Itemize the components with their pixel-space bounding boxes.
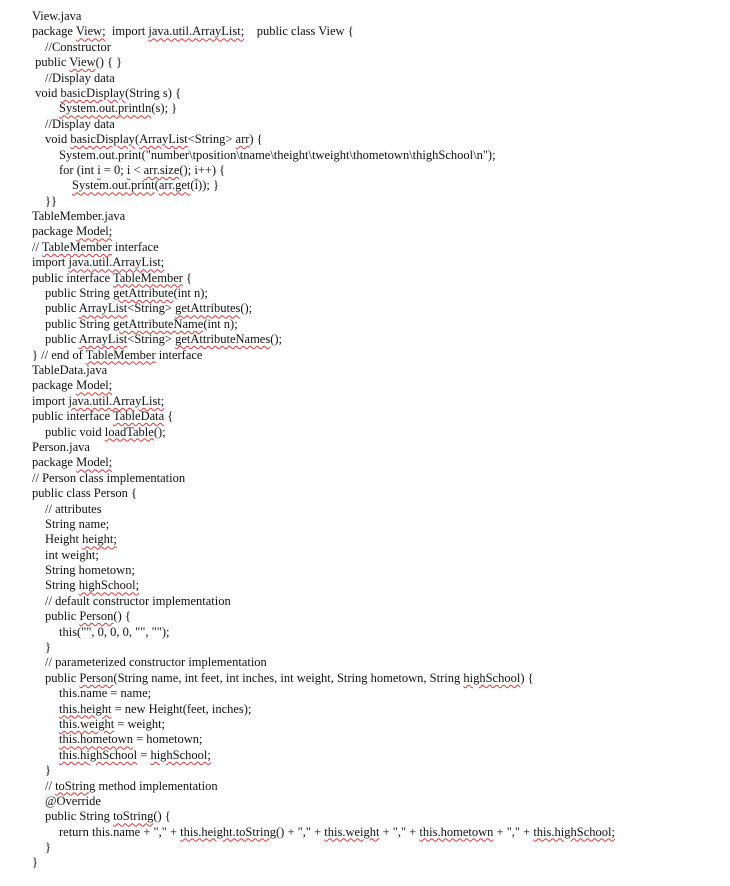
code-text: { (164, 409, 174, 424)
code-text: (s); } (151, 101, 178, 116)
code-line (32, 117, 722, 132)
spellcheck-flagged-text: TableData (112, 409, 165, 424)
code-line (32, 194, 722, 209)
spellcheck-flagged-text: basicDisplay (70, 132, 135, 147)
code-text: + "," + (493, 824, 534, 839)
code-text: + "," + (379, 824, 420, 839)
code-text: } (32, 855, 38, 870)
code-line (32, 625, 722, 640)
code-line (32, 455, 722, 470)
code-text: (i)); } (190, 178, 219, 193)
code-line (32, 825, 722, 840)
code-text: ) { (520, 670, 534, 685)
code-line (32, 271, 722, 286)
code-line (32, 163, 722, 178)
code-text: (String name, int feet, int inches, int weight, String hometown, String (113, 670, 464, 685)
code-text: <String> (187, 132, 236, 147)
code-line (32, 317, 722, 332)
code-line (32, 255, 722, 270)
code-text: < (130, 162, 144, 177)
code-text: // (45, 778, 56, 793)
code-line (32, 132, 722, 147)
code-line (32, 332, 722, 347)
code-text: @Override (45, 793, 101, 808)
code-text: <String> (127, 301, 176, 316)
spellcheck-flagged-text: highSchool (463, 670, 521, 685)
code-line (32, 794, 722, 809)
code-line (32, 840, 722, 855)
code-text: View.java (32, 9, 82, 23)
code-line (32, 686, 722, 701)
spellcheck-flagged-text: TableMember (85, 347, 156, 362)
code-text: //Display data (45, 70, 115, 85)
spellcheck-flagged-text: this.highSchool (59, 747, 138, 762)
code-line (32, 486, 722, 501)
code-text: int weight; (45, 547, 99, 562)
code-text: public (45, 332, 79, 347)
code-line (32, 209, 722, 224)
code-line (32, 640, 722, 655)
spellcheck-flagged-text: TableMember (41, 239, 112, 254)
code-text: TableData.java (32, 362, 108, 377)
code-line (32, 24, 722, 39)
code-text: public (32, 55, 70, 70)
code-text: Height (45, 532, 83, 547)
code-line (32, 425, 722, 440)
spellcheck-flagged-text: TableMember (112, 270, 183, 285)
spellcheck-flagged-text: getAttributeName (113, 316, 204, 331)
code-text: (); (179, 162, 195, 177)
spellcheck-flagged-text: View (69, 55, 96, 70)
spellcheck-flagged-text: i (194, 162, 198, 177)
code-text: public (45, 670, 80, 685)
code-line (32, 440, 722, 455)
code-text: Person.java (32, 439, 90, 454)
code-line (32, 517, 722, 532)
spellcheck-flagged-text: this.weight (324, 824, 380, 839)
spellcheck-flagged-text: arr.get (158, 178, 191, 193)
code-line (32, 717, 722, 732)
code-text: public interface (32, 409, 113, 424)
code-line (32, 809, 722, 824)
spellcheck-flagged-text: getAttributeNames (175, 332, 271, 347)
code-line (32, 363, 722, 378)
spellcheck-flagged-text: arr.size (143, 162, 180, 177)
code-line (32, 9, 722, 24)
code-text: // default constructor implementation (45, 593, 231, 608)
code-text: //Display data (45, 116, 115, 131)
code-line (32, 763, 722, 778)
code-text: (); (240, 301, 253, 316)
code-text: for (int (59, 162, 98, 177)
code-text: void (45, 132, 71, 147)
code-line (32, 548, 722, 563)
code-line (32, 502, 722, 517)
spellcheck-flagged-text: Model; (76, 224, 113, 239)
code-text: = new Height(feet, inches); (111, 701, 252, 716)
code-text: } (45, 640, 51, 655)
spellcheck-flagged-text: loadTable (104, 424, 154, 439)
code-text: ++) { (197, 162, 226, 177)
spellcheck-flagged-text: getAttributes (175, 301, 241, 316)
code-text: // (32, 239, 42, 254)
code-text: public class View { (244, 24, 354, 39)
code-text: import (32, 393, 69, 408)
code-text: { (182, 270, 193, 285)
code-line (32, 748, 722, 763)
code-text: } (45, 840, 51, 855)
spellcheck-flagged-text: i (126, 162, 131, 177)
code-line (32, 40, 722, 55)
spellcheck-flagged-text: getAttribute (113, 286, 174, 301)
code-text: public interface (32, 270, 113, 285)
code-text: () { (113, 609, 131, 624)
code-text: import (32, 255, 69, 270)
spellcheck-flagged-text: height; (82, 532, 117, 547)
code-text: (String s) { (125, 85, 182, 100)
spellcheck-flagged-text: java.util.ArrayList; (68, 255, 165, 270)
code-line (32, 378, 722, 393)
spellcheck-flagged-text: ArrayList (78, 332, 128, 347)
code-line (32, 178, 722, 193)
code-text: TableMember.java (32, 209, 126, 224)
code-text: = weight; (114, 716, 166, 731)
code-line (32, 101, 722, 116)
code-text: package (32, 378, 77, 393)
spellcheck-flagged-text: Model; (76, 455, 113, 470)
code-line (32, 855, 722, 870)
code-line (32, 240, 722, 255)
code-line (32, 224, 722, 239)
spellcheck-flagged-text: this.hometown (59, 732, 133, 747)
spellcheck-flagged-text: System.out.println (59, 101, 152, 116)
code-text: <String> (127, 332, 176, 347)
code-text: package (32, 24, 76, 39)
code-line (32, 702, 722, 717)
code-text: String hometown; (45, 563, 135, 578)
code-text: = 0; (100, 162, 127, 177)
spellcheck-flagged-text: this.weight (59, 716, 115, 731)
code-text: = hometown; (132, 732, 203, 747)
spellcheck-flagged-text: Person (79, 609, 114, 624)
spellcheck-flagged-text: highSchool; (78, 578, 140, 593)
code-text: method implementation (95, 778, 218, 793)
code-line (32, 655, 722, 670)
code-line (32, 394, 722, 409)
spellcheck-flagged-text: arr (235, 132, 250, 147)
code-line (32, 732, 722, 747)
spellcheck-flagged-text: toString (55, 778, 96, 793)
code-line (32, 286, 722, 301)
code-line (32, 578, 722, 593)
code-text: // Person class implementation (32, 470, 186, 485)
code-text: public String (45, 286, 114, 301)
spellcheck-flagged-text: this.height.toString (180, 824, 276, 839)
code-text: //Constructor (45, 39, 111, 54)
code-text: = (137, 747, 151, 762)
code-text: (int n); (173, 286, 208, 301)
code-text: package (32, 455, 77, 470)
code-text: String name; (45, 516, 110, 531)
spellcheck-flagged-text: Person (79, 670, 114, 685)
code-text: // parameterized constructor implementation (45, 655, 267, 670)
code-text: public String (45, 316, 114, 331)
code-line (32, 563, 722, 578)
code-text: package (32, 224, 77, 239)
code-text: () { } (95, 55, 123, 70)
spellcheck-flagged-text: i (97, 162, 101, 177)
spellcheck-flagged-text: View; (75, 24, 106, 39)
code-text: ( (154, 178, 159, 193)
spellcheck-flagged-text: basicDisplay (60, 85, 126, 100)
spellcheck-flagged-text: this.hometown (419, 824, 494, 839)
spellcheck-flagged-text: java.util.ArrayList; (68, 393, 165, 408)
document-body (32, 9, 722, 871)
code-line (32, 532, 722, 547)
code-text: String (45, 578, 79, 593)
code-text: return this.name + "," + (59, 824, 181, 839)
code-line (32, 471, 722, 486)
code-text: public String (45, 809, 114, 824)
code-text: ( (134, 132, 140, 147)
spellcheck-flagged-text: ArrayList (78, 301, 128, 316)
code-text: public (45, 301, 79, 316)
code-text: void (32, 85, 61, 100)
code-text: } (45, 763, 51, 778)
code-text: ) { (249, 132, 263, 147)
code-line (32, 86, 722, 101)
code-text: public void (45, 424, 105, 439)
spellcheck-flagged-text: toString (113, 809, 154, 824)
code-line (32, 301, 722, 316)
spellcheck-flagged-text: highSchool; (150, 747, 211, 762)
code-line (32, 594, 722, 609)
spellcheck-flagged-text: System.out.print (72, 178, 155, 193)
spellcheck-flagged-text: this.highSchool; (533, 824, 615, 839)
spellcheck-flagged-text: Model; (76, 378, 113, 393)
code-line (32, 348, 722, 363)
code-text: (); (153, 424, 166, 439)
code-text: }} (45, 193, 57, 208)
code-line (32, 55, 722, 70)
code-text: import (105, 24, 149, 39)
code-text: public class Person { (32, 486, 137, 501)
code-text: interface (155, 347, 203, 362)
code-text: this("", 0, 0, 0, "", ""); (59, 624, 170, 639)
code-text: (); (270, 332, 283, 347)
code-text: () + "," + (276, 824, 325, 839)
code-text: // attributes (45, 501, 102, 516)
code-text: } // end of (32, 347, 86, 362)
code-text: (int n); (203, 316, 238, 331)
code-text: () { (153, 809, 171, 824)
code-line (32, 409, 722, 424)
code-text: this.name = name; (59, 686, 152, 701)
spellcheck-flagged-text: this.height (59, 701, 112, 716)
code-line (32, 609, 722, 624)
code-text: System.out.print("number\tposition\tname\theight\tweight\thometown\thighSchool\n"); (59, 147, 496, 162)
code-text: public (45, 609, 80, 624)
code-line (32, 671, 722, 686)
code-line (32, 779, 722, 794)
code-line (32, 148, 722, 163)
code-line (32, 71, 722, 86)
spellcheck-flagged-text: java.util.ArrayList; (148, 24, 245, 39)
code-text: interface (111, 239, 159, 254)
spellcheck-flagged-text: ArrayList (139, 132, 188, 147)
